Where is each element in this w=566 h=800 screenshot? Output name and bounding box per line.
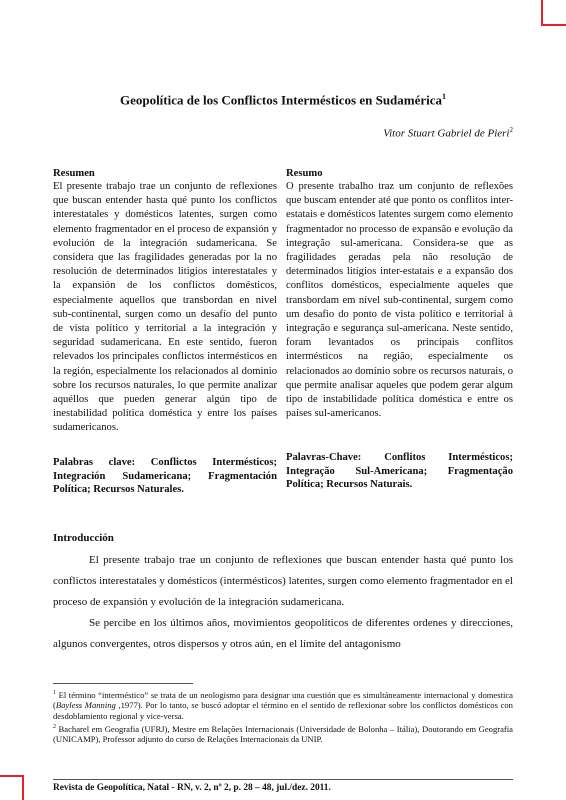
footnote-italic-citation: Bayless Manning [55, 700, 116, 711]
footnote-2 [53, 722, 513, 745]
title-text: Geopolítica de los Conflictos Intermésticos en Sudamérica [119, 92, 443, 108]
resumo-section [286, 168, 513, 421]
footer-divider [53, 779, 513, 780]
resumo-keywords: Palavras-Chave: Conflitos Intermésticos; Integração Sul-Americana; Fragmentação Política; Recursos Naturais. [286, 452, 513, 490]
author-footnote-mark: 2 [509, 126, 513, 134]
footnote-mark: 1 [53, 690, 56, 696]
title-footnote-mark: 1 [442, 92, 447, 101]
resumo-heading: Resumo [286, 168, 323, 179]
journal-footer: Revista de Geopolítica, Natal - RN, v. 2, nº 2, p. 28 – 48, jul./dez. 2011. [53, 783, 331, 793]
footnote-text: ,1977). Por lo tanto, se buscó adoptar el término en el sentido de reflexionar sobre los conflictos domésticos con desdoblamiento regional y vice-versa. [53, 700, 513, 722]
resumen-heading: Resumen [53, 168, 95, 179]
footnote-text: Bacharel em Geografia (UFRJ), Mestre em Relações Internacionais (Universidade de Bolonha – Itália), Doutorando em Geografia (UNICAMP), Professor adjunto do curso de Relações Internacionais da UNIP. [53, 723, 513, 745]
registration-mark-top-right-vertical [541, 0, 543, 26]
article-title [0, 92, 566, 108]
introduccion-paragraph: Se percibe en los últimos años, movimientos geopolíticos de diferentes ordenes y direcciones, algunos convergentes, otros dispersos y otros aún, en el límite del antagonismo [53, 617, 513, 650]
resumen-section [53, 168, 277, 436]
resumo-text: O presente trabalho traz um conjunto de reflexões que buscam entender até que ponto os conflitos inter-estatais e domésticos latentes surgem como elemento fragmentador no processo de expansão e evolução da integração sul-americana. Considera-se que as fragilidades geradas pela não resolução de determinados litígios inter-estatais e a expansão dos conflitos domésticos, especialmente aqueles que transbordam em nível sub-continental, surgem como um desafio do ponto de vista político e territorial à integração e segurança sul-americana. Neste sentido, foram levantados os principais conflitos intermésticos na região, especialmente os relacionados ao domínio sobre os recursos naturais, o que permite analisar aqueles que podem gerar algum tipo de instabilidade política doméstica e entre os países sul-americanos. [286, 181, 513, 420]
footnote-1 [53, 688, 513, 722]
author-line [383, 126, 513, 140]
registration-mark-bottom-left-vertical [22, 775, 24, 800]
footnote-mark: 2 [53, 723, 56, 730]
introduccion-body [53, 550, 513, 655]
footnotes [53, 688, 513, 745]
introduccion-paragraph: El presente trabajo trae un conjunto de reflexiones que buscan entender hasta qué punto los conflictos interestatales y domésticos (intermésticos) latentes, surgen como elemento fragmentador en el proceso de expansión y evolución de la integración sudamericana. [53, 554, 513, 608]
footnote-divider [53, 683, 193, 684]
resumen-keywords: Palabras clave: Conflictos Intermésticos; Integración Sudamericana; Fragmentación Política; Recursos Naturales. [53, 457, 277, 495]
resumen-text: El presente trabajo trae un conjunto de reflexiones que buscan entender hasta qué punto los conflictos interestatales y domésticos latentes, surgen como elemento fragmentador en el proceso de expansión y evolución de la integración sudamericana. Se considera que las fragilidades generadas por la no resolución de determinados litigios interestatales y la expansión de los conflictos domésticos, especialmente aquellos que transbordan en nivel sub-continental, surgen como un desafío del punto de vista político y territorial a la integración y seguridad sudamericana. En este sentido, fueron relevados los principales conflictos intermésticos en la región, especialmente los relacionados al dominio sobre los recursos naturales, lo que permite analizar aquéllos que pueden generar algún tipo de inestabilidad política doméstica y entre los países sudamericanos. [53, 181, 277, 434]
registration-mark-top-right-horizontal [541, 24, 566, 26]
introduccion-heading: Introducción [53, 532, 114, 544]
author-name: Vitor Stuart Gabriel de Pieri [383, 127, 510, 140]
footnote-text: El término “interméstico” se trata de un neologismo para designar una cuestión que es simultáneamente internacional y domestica ( [53, 689, 513, 711]
registration-mark-bottom-left-horizontal [0, 775, 24, 777]
